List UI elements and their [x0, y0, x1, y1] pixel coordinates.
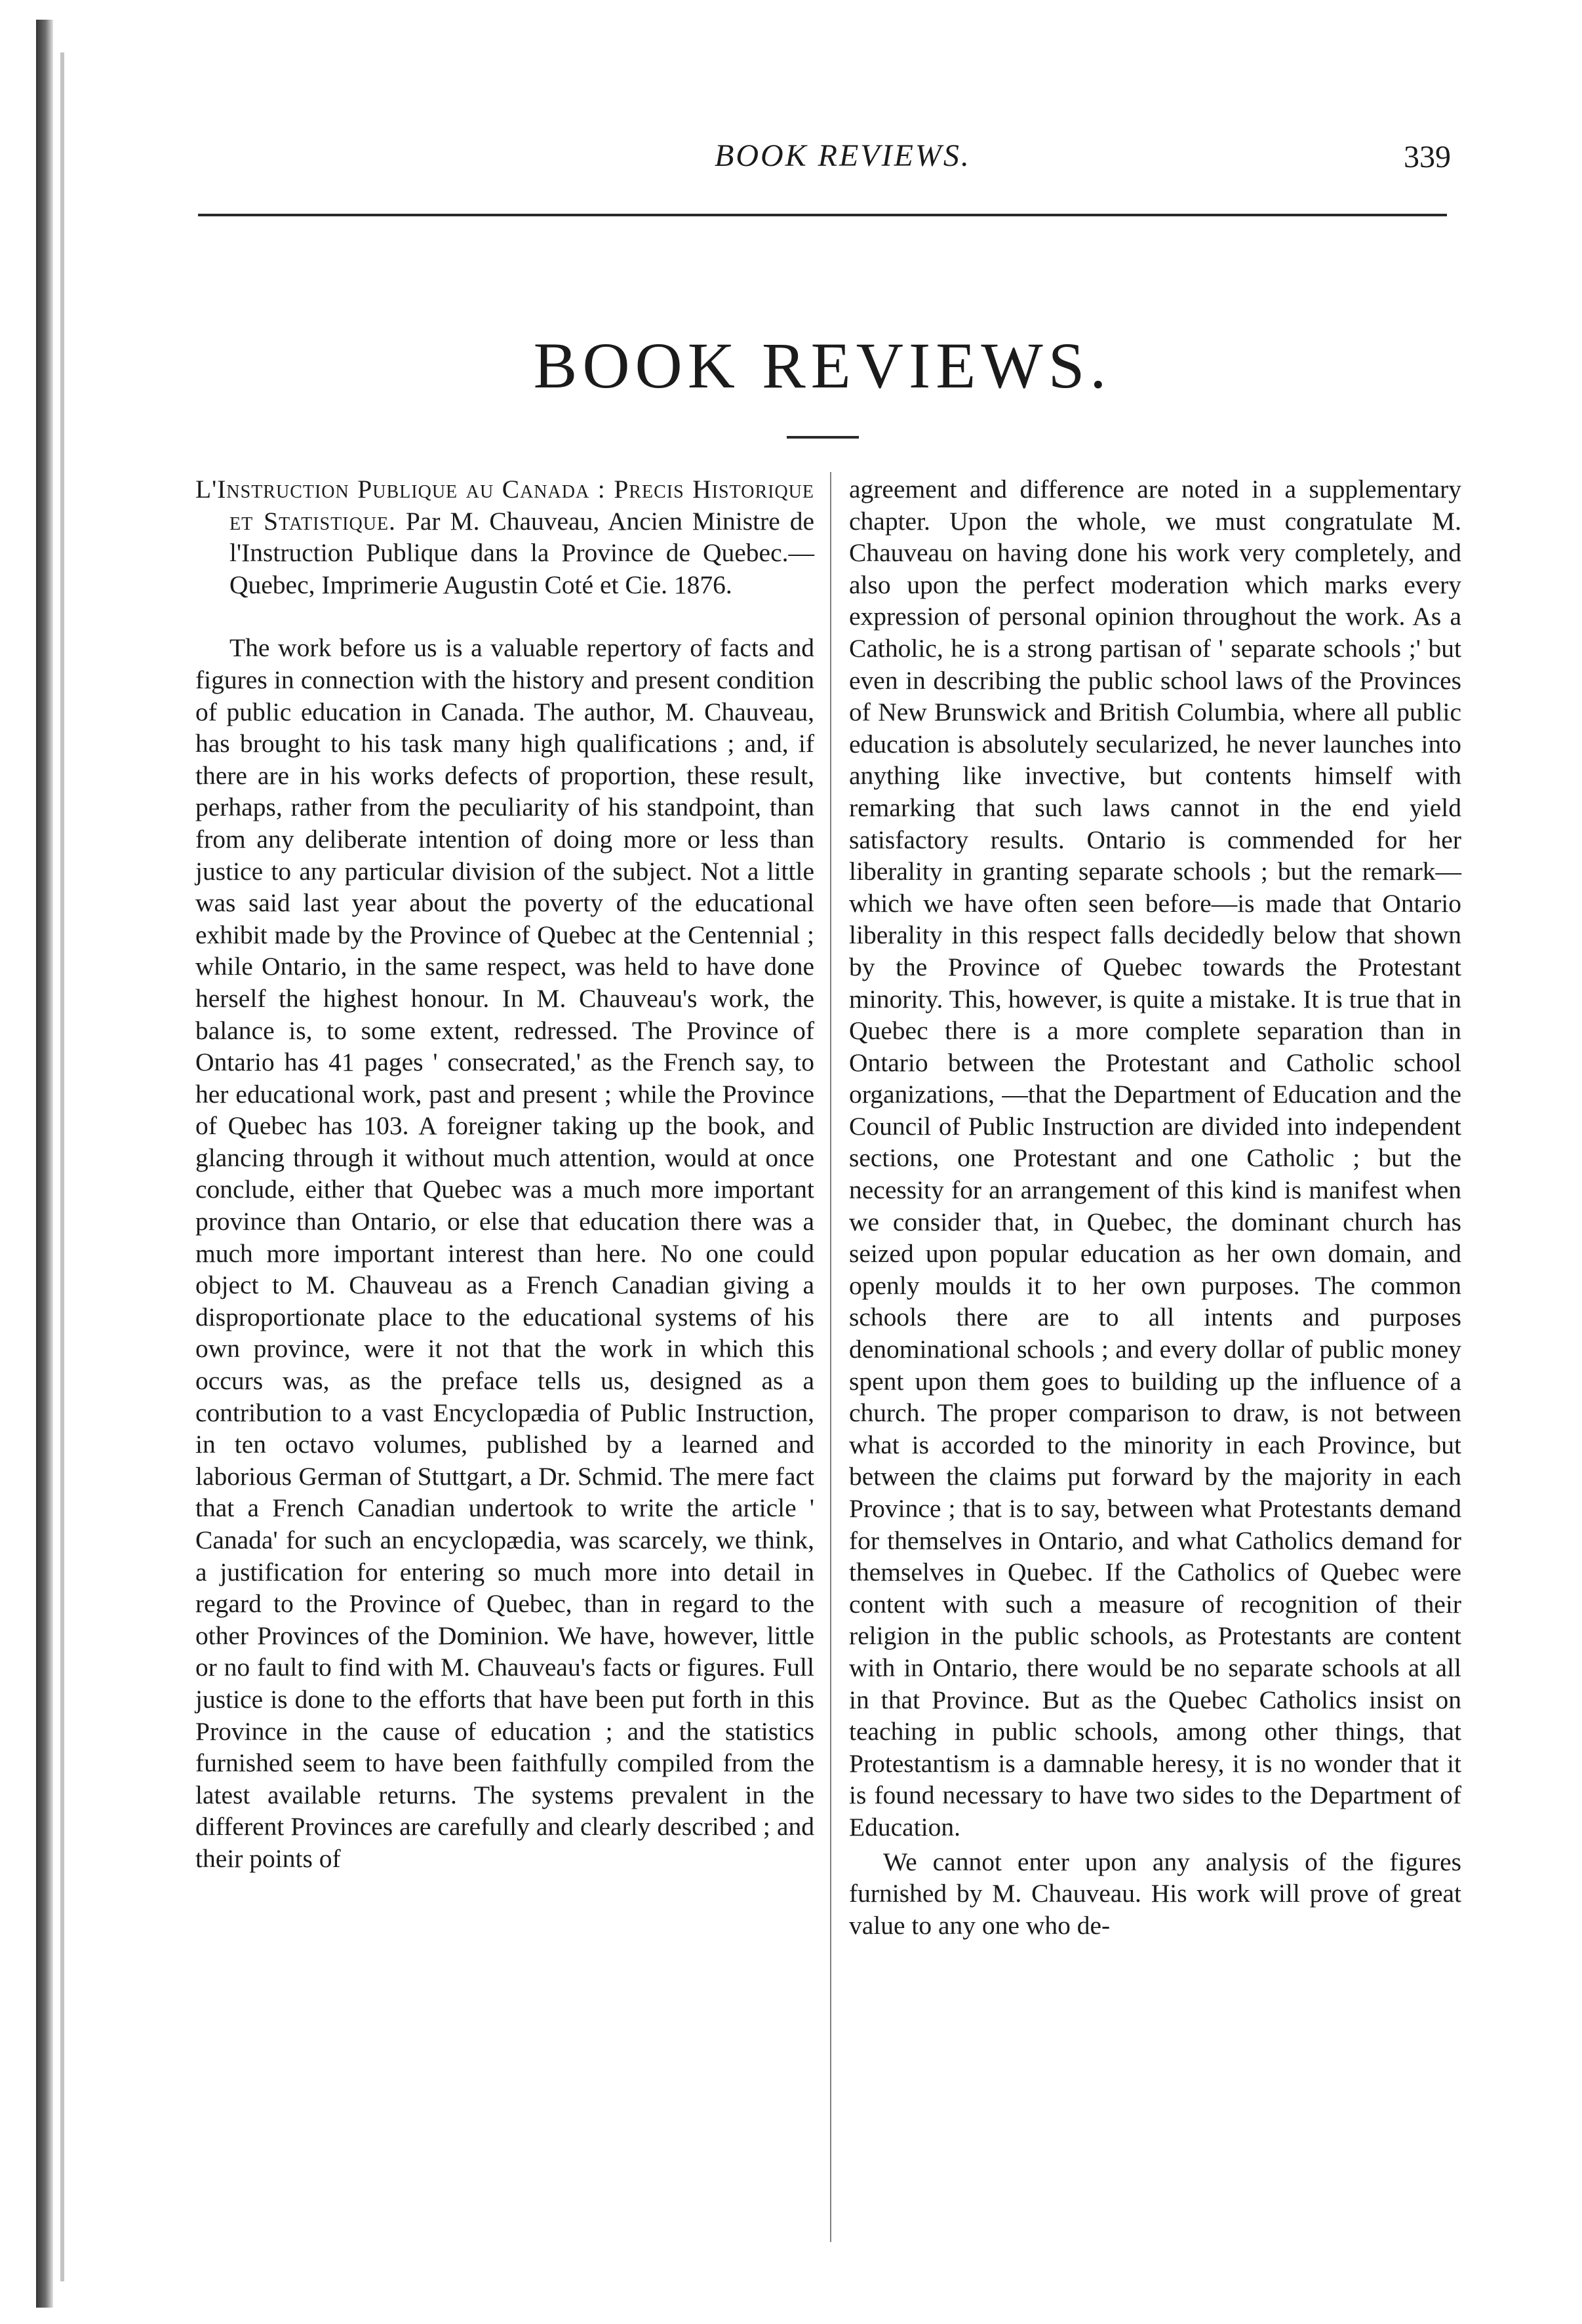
right-column: [849, 473, 1461, 1941]
page-binding-shadow: [60, 52, 64, 2281]
page-binding-edge: [36, 20, 53, 2308]
title-rule: [787, 436, 859, 439]
column-divider: [830, 472, 831, 2242]
left-column: [195, 473, 814, 1875]
review-citation: [195, 473, 814, 601]
citation-title: L'Instruction Publique au Canada : Precis Historique et Statistique.: [195, 475, 814, 536]
review-paragraph-1: The work before us is a valuable repertory of facts and figures in connection with the history and present condition of public education in Canada. The author, M. Chauveau, has brought to his task many high qualifications ; and, if there are in his works defects of proportion, these result, perhaps, rather from the peculiarity of his standpoint, than from any deliberate intention of doing more or less than justice to any particular division of the subject. Not a little was said last year about the poverty of the educational exhibit made by the Province of Quebec at the Centennial ; while Ontario, in the same respect, was held to have done herself the highest honour. In M. Chauveau's work, the balance is, to some extent, redressed. The Province of Ontario has 41 pages ' consecrated,' as the French say, to her educational work, past and present ; while the Province of Quebec has 103. A foreigner taking up the book, and glancing through it without much attention, would at once conclude, either that Quebec was a much more important province than Ontario, or else that education there was a much more important interest than here. No one could object to M. Chauveau as a French Canadian giving a disproportionate place to the educational systems of his own province, were it not that the work in which this occurs was, as the preface tells us, designed as a contribution to a vast Encyclopædia of Public Instruction, in ten octavo volumes, published by a learned and laborious German of Stuttgart, a Dr. Schmid. The mere fact that a French Canadian undertook to write the article ' Canada' for such an encyclopædia, was scarcely, we think, a justification for entering so much more into detail in regard to the Province of Quebec, than in regard to the other Provinces of the Dominion. We have, however, little or no fault to find with M. Chauveau's facts or figures. Full justice is done to the efforts that have been put forth in this Province in the cause of education ; and the statistics furnished seem to have been faithfully compiled from the latest available returns. The systems prevalent in the different Provinces are carefully and clearly described ; and their points of: [195, 633, 814, 1873]
review-paragraph-2: We cannot enter upon any analysis of the figures furnished by M. Chauveau. His work will prove of great value to any one who de-: [849, 1847, 1461, 1940]
review-paragraph-1-continued: agreement and difference are noted in a supplementary chapter. Upon the whole, we must congratulate M. Chauveau on having done his work very completely, and also upon the perfect moderation which marks every expression of personal opinion throughout the work. As a Catholic, he is a strong partisan of ' separate schools ;' but even in describing the public school laws of the Provinces of New Brunswick and British Columbia, where all public education is absolutely secularized, he never launches into anything like invective, but contents himself with remarking that such laws cannot in the end yield satisfactory results. Ontario is commended for her liberality in granting separate schools ; but the remark—which we have often seen before—is made that Ontario liberality in this respect falls decidedly below that shown by the Province of Quebec towards the Protestant minority. This, however, is quite a mistake. It is true that in Quebec there is a more complete separation than in Ontario between the Protestant and Catholic school organizations, —that the Department of Education and the Council of Public Instruction are divided into independent sections, one Protestant and one Catholic ; but the necessity for an arrangement of this kind is manifest when we consider that, in Quebec, the dominant church has seized upon popular education as her own domain, and openly moulds it to her own purposes. The common schools there are to all intents and purposes denominational schools ; and every dollar of public money spent upon them goes to building up the influence of a church. The proper comparison to draw, is not between what is accorded to the minority in each Province, but between the claims put forward by the majority in each Province ; that is to say, between what Protestants demand for themselves in Ontario, and what Catholics demand for themselves in Quebec. If the Catholics of Quebec were content with such a measure of recognition of their religion in the public schools, as Protestants are content with in Ontario, there would be no separate schools at all in that Province. But as the Quebec Catholics insist on teaching in public schools, among other things, that Protestantism is a damnable heresy, it is no wonder that it is found necessary to have two sides to the Department of Education.: [849, 475, 1461, 1841]
running-head: BOOK REVIEWS.: [715, 138, 971, 173]
citation-details: Par M. Chauveau, Ancien Ministre de l'Instruction Publique dans la Province de Quebec.—Quebec, Imprimerie Augustin Coté et Cie. 1876.: [229, 506, 814, 599]
page-number: 339: [1404, 140, 1451, 174]
section-title: BOOK REVIEWS.: [533, 329, 1112, 402]
header-rule: [198, 214, 1447, 216]
